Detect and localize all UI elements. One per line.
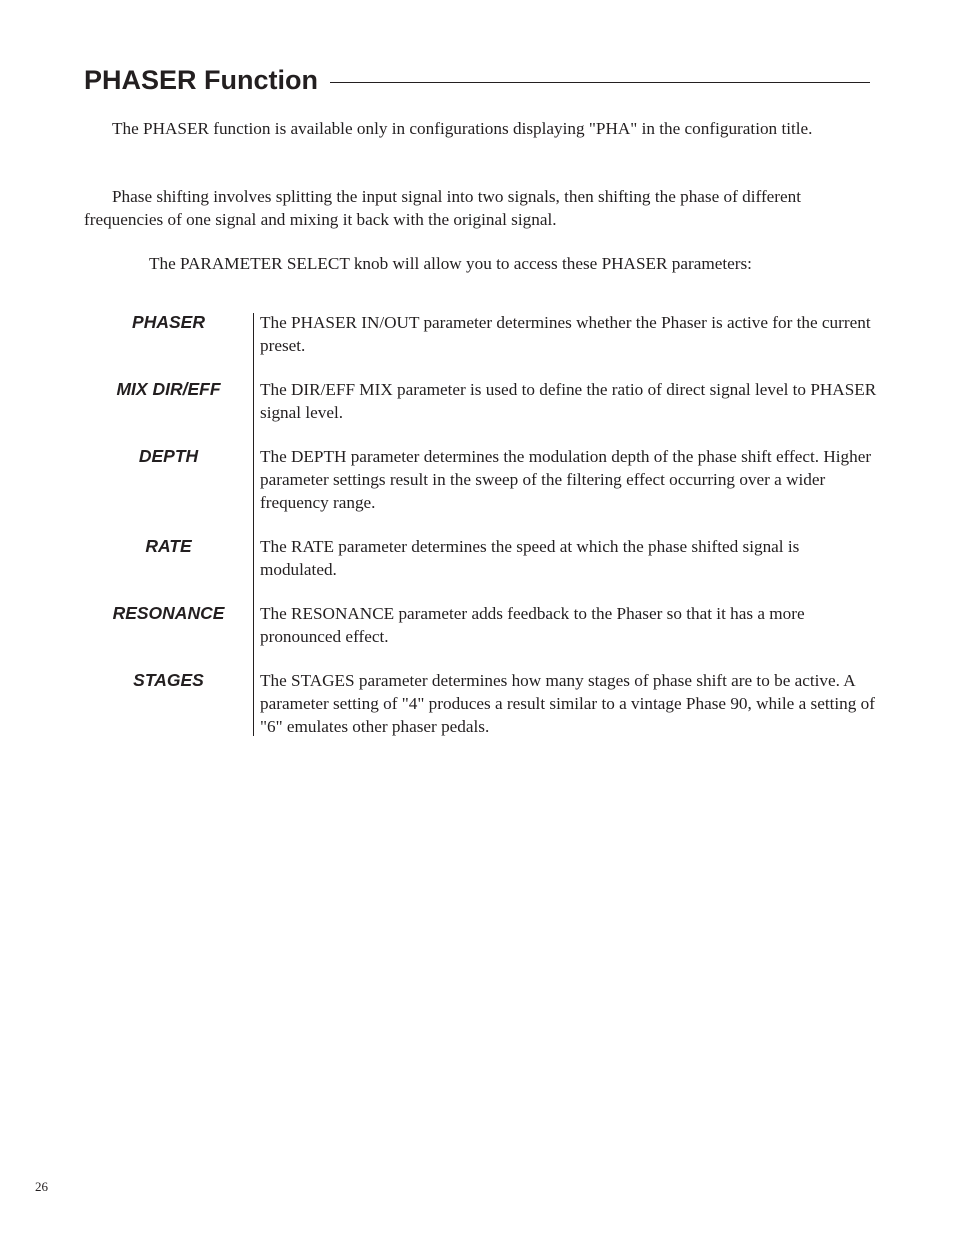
parameter-description: The DIR/EFF MIX parameter is used to define the ratio of direct signal level to PHASER signal level. <box>260 380 877 422</box>
parameter-row-resonance <box>96 602 880 648</box>
parameter-term: RESONANCE <box>112 603 225 623</box>
page-title: PHASER Function <box>84 65 318 95</box>
page-number: 26 <box>35 1179 48 1194</box>
intro-paragraph-phase-shifting: Phase shifting involves splitting the input signal into two signals, then shifting the phase of different frequencies of one signal and mixing it back with the original signal. <box>84 187 802 229</box>
parameter-row-phaser <box>96 311 880 357</box>
intro-paragraph-availability: The PHASER function is available only in configurations displaying "PHA" in the configuration title. <box>112 119 813 138</box>
parameter-description: The PHASER IN/OUT parameter determines whether the Phaser is active for the current preset. <box>260 313 871 355</box>
parameter-row-depth <box>96 445 880 514</box>
parameter-term: MIX DIR/EFF <box>116 379 221 399</box>
parameter-term: RATE <box>145 536 192 556</box>
parameter-description: The STAGES parameter determines how many stages of phase shift are to be active. A parameter setting of "4" produces a result similar to a vintage Phase 90, while a setting of "6" emulates other phaser pedals. <box>260 671 875 736</box>
parameter-row-rate <box>96 535 880 581</box>
parameter-row-mix <box>96 378 880 424</box>
section-heading <box>84 62 870 98</box>
parameter-description: The RESONANCE parameter adds feedback to the Phaser so that it has a more pronounced effect. <box>260 604 805 646</box>
parameter-term: PHASER <box>132 312 205 332</box>
parameter-list <box>96 311 880 738</box>
parameter-row-stages <box>96 669 880 738</box>
intro-paragraph-parameter-select: The PARAMETER SELECT knob will allow you to access these PHASER parameters: <box>149 254 752 273</box>
heading-rule <box>330 82 870 83</box>
parameter-term: STAGES <box>133 670 204 690</box>
parameter-description: The RATE parameter determines the speed at which the phase shifted signal is modulated. <box>260 537 800 579</box>
parameter-term: DEPTH <box>138 446 199 466</box>
parameter-description: The DEPTH parameter determines the modulation depth of the phase shift effect. Higher parameter settings result in the sweep of the filtering effect occurring over a wider frequency range. <box>260 447 872 512</box>
